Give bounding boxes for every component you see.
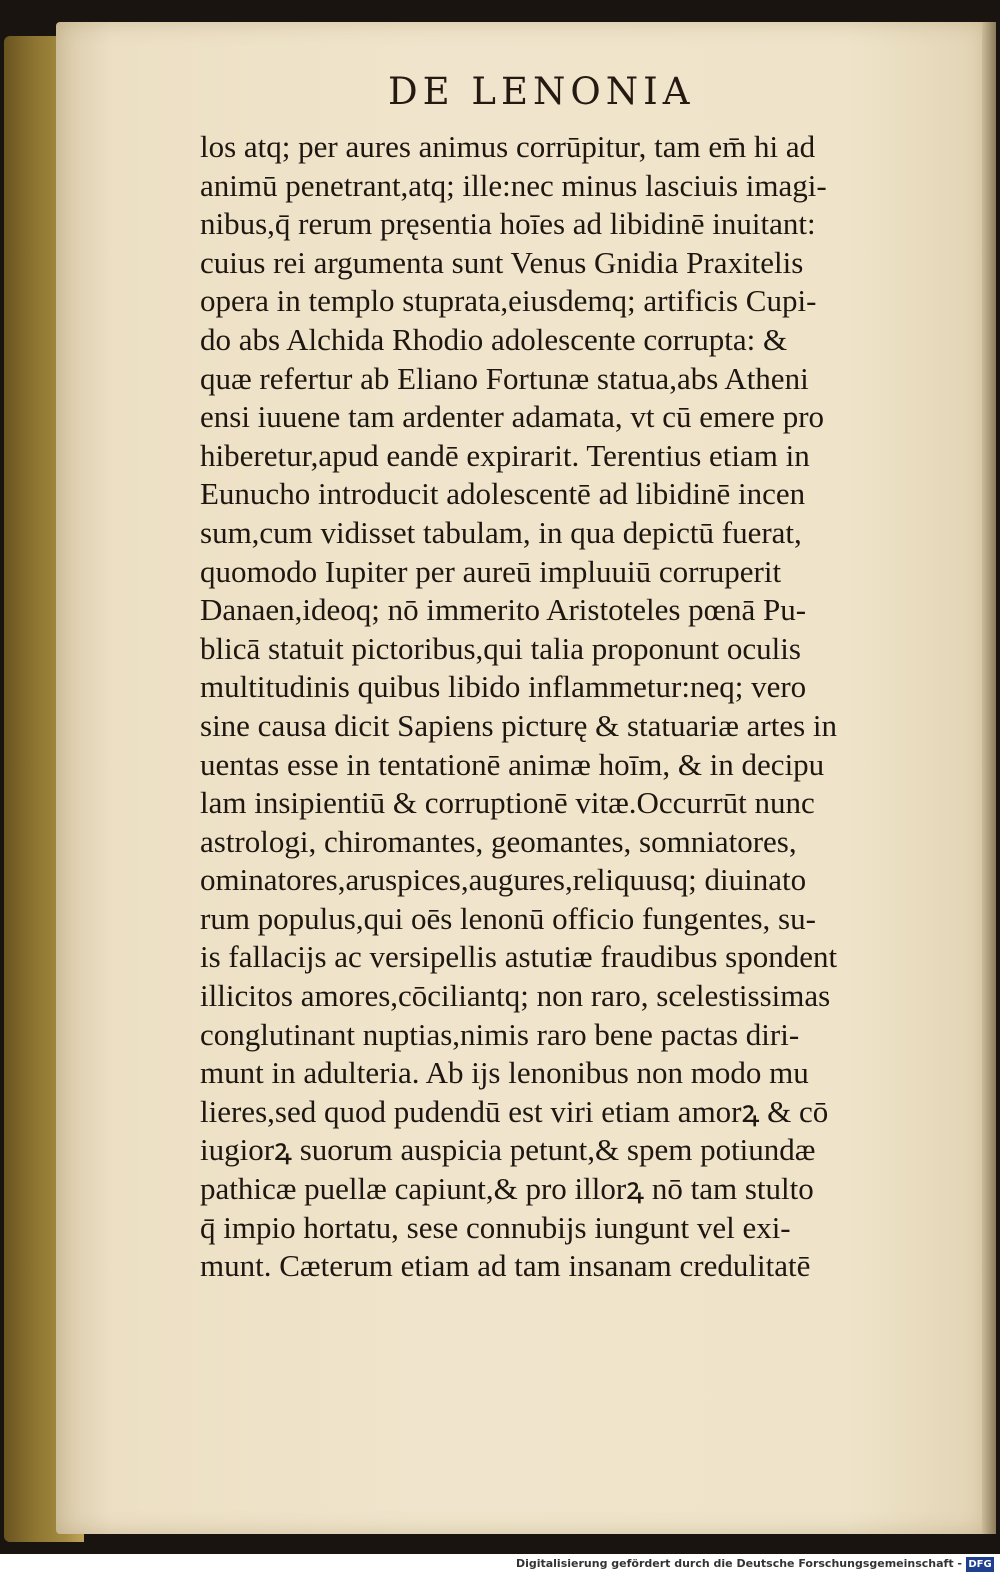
text-line: cuius rei argumenta sunt Venus Gnidia Praxitelis [200,244,804,280]
running-head: DE LENONIA [388,70,695,113]
text-line: rum populus,qui oēs lenonū officio fungentes, su- [200,900,816,936]
text-line: blicā statuit pictoribus,qui talia proponunt oculis [200,630,801,666]
text-line: iugiorꝝ suorum auspicia petunt,& spem potiundæ [200,1132,816,1168]
text-line: conglutinant nuptias,nimis raro bene pactas diri- [200,1016,800,1052]
text-line: ominatores,aruspices,augures,reliquusq; diuinato [200,862,807,898]
text-line: ensi iuuene tam ardenter adamata, vt cū emere pro [200,399,825,435]
text-line: astrologi, chiromantes, geomantes, somniatores, [200,823,797,859]
text-line: q̄ impio hortatu, sese connubijs iungunt vel exi- [200,1209,791,1245]
text-line: munt in adulteria. Ab ijs lenonibus non modo mu [200,1055,809,1091]
text-line: sine causa dicit Sapiens picturę & statuariæ artes in [200,707,838,743]
text-line: opera in templo stuprata,eiusdemq; artificis Cupi- [200,283,817,319]
text-line: multitudinis quibus libido inflammetur:neq; vero [200,669,807,705]
text-line: uentas esse in tentationē animæ hoīm, & in decipu [200,746,825,782]
text-line: sum,cum vidisset tabulam, in qua depictū fuerat, [200,514,802,550]
text-line: lieres,sed quod pudendū est viri etiam amorꝝ & cō [200,1093,829,1129]
text-line: Eunucho introducit adolescentē ad libidinē incen [200,476,806,512]
text-line: animū penetrant,atq; ille:nec minus lasciuis imagi- [200,167,827,203]
text-line: do abs Alchida Rhodio adolescente corrupta: & [200,321,788,357]
text-line: Danaen,ideoq; nō immerito Aristoteles pœnā Pu- [200,592,807,628]
digitization-footer [0,1554,1000,1576]
page-fore-edge [982,22,996,1534]
text-line: lam insipientiū & corruptionē vitæ.Occurrūt nunc [200,785,815,821]
text-line: los atq; per aures animus corrūpitur, tam em̄ hi ad [200,129,816,164]
dfg-logo: DFG [966,1557,994,1572]
text-line: munt. Cæterum etiam ad tam insanam credulitatē [200,1248,811,1284]
text-line: quæ refertur ab Eliano Fortunæ statua,abs Atheni [200,360,809,396]
text-line: quomodo Iupiter per aureū impluuiū corruperit [200,553,782,589]
text-line: nibus,q̄ rerum pręsentia hoīes ad libidinē inuitant: [200,206,816,242]
text-line: is fallacijs ac versipellis astutiæ fraudibus spondent [200,939,838,975]
text-line: illicitos amores,cōciliantq; non raro, scelestissimas [200,978,831,1014]
text-block [200,128,940,1286]
text-line: hiberetur,apud eandē expirarit. Terentius etiam in [200,437,810,473]
text-line: pathicæ puellæ capiunt,& pro illorꝝ nō tam stulto [200,1171,814,1207]
footer-credit: Digitalisierung gefördert durch die Deutsche Forschungsgemeinschaft - [515,1557,962,1570]
